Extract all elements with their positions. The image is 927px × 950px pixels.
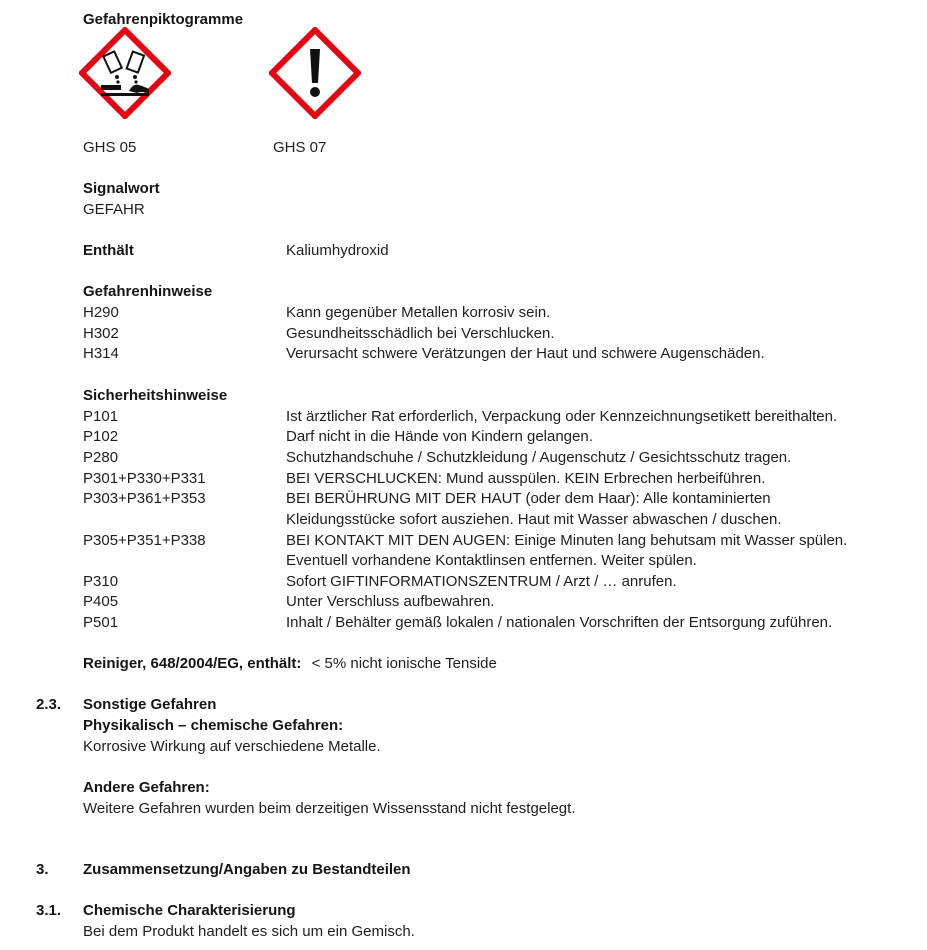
precaution-text-continued: Eventuell vorhandene Kontaktlinsen entfernen. Weiter spülen. — [286, 552, 697, 569]
pictogram-label-ghs05: GHS 05 — [83, 139, 137, 156]
exclamation-icon — [269, 27, 361, 119]
precaution-code: P305+P351+P338 — [83, 532, 206, 549]
hazard-code: H302 — [83, 325, 119, 342]
precaution-text: Darf nicht in die Hände von Kindern gelangen. — [286, 428, 593, 445]
precaution-code: P405 — [83, 593, 119, 610]
section-title: Sonstige Gefahren — [83, 696, 217, 713]
other-hazards-text: Weitere Gefahren wurden beim derzeitigen Wissensstand nicht festgelegt. — [83, 800, 576, 817]
signal-heading: Signalwort — [83, 180, 160, 197]
other-hazards-heading: Andere Gefahren: — [83, 779, 210, 796]
precaution-text: Sofort GIFTINFORMATIONSZENTRUM / Arzt / … anrufen. — [286, 573, 677, 590]
physical-hazards-text: Korrosive Wirkung auf verschiedene Metalle. — [83, 738, 381, 755]
section-title: Chemische Charakterisierung — [83, 902, 296, 919]
corrosion-icon — [79, 27, 171, 119]
hazard-text: Gesundheitsschädlich bei Verschlucken. — [286, 325, 555, 342]
hazard-code: H290 — [83, 304, 119, 321]
precaution-code: P301+P330+P331 — [83, 470, 206, 487]
physical-hazards-heading: Physikalisch – chemische Gefahren: — [83, 717, 344, 734]
hazard-heading: Gefahrenhinweise — [83, 283, 213, 300]
precaution-text: Schutzhandschuhe / Schutzkleidung / Augenschutz / Gesichtsschutz tragen. — [286, 449, 792, 466]
precaution-text: Inhalt / Behälter gemäß lokalen / nationalen Vorschriften der Entsorgung zuführen. — [286, 614, 833, 631]
section-title: Zusammensetzung/Angaben zu Bestandteilen — [83, 861, 411, 878]
section-text: Bei dem Produkt handelt es sich um ein Gemisch. — [83, 923, 415, 940]
hazard-text: Kann gegenüber Metallen korrosiv sein. — [286, 304, 551, 321]
precaution-text: BEI BERÜHRUNG MIT DER HAUT (oder dem Haar): Alle kontaminierten — [286, 490, 771, 507]
precaution-code: P501 — [83, 614, 119, 631]
precaution-heading: Sicherheitshinweise — [83, 387, 228, 404]
pictograms-heading: Gefahrenpiktogramme — [83, 11, 244, 28]
precaution-text: BEI KONTAKT MIT DEN AUGEN: Einige Minuten lang behutsam mit Wasser spülen. — [286, 532, 848, 549]
precaution-code: P102 — [83, 428, 119, 445]
precaution-code: P101 — [83, 408, 119, 425]
detergent-label: Reiniger, 648/2004/EG, enthält: — [83, 655, 302, 672]
precaution-text: Ist ärztlicher Rat erforderlich, Verpackung oder Kennzeichnungsetikett bereithalten. — [286, 408, 838, 425]
precaution-code: P303+P361+P353 — [83, 490, 206, 507]
contains-value: Kaliumhydroxid — [286, 242, 389, 259]
hazard-text: Verursacht schwere Verätzungen der Haut und schwere Augenschäden. — [286, 345, 765, 362]
section-number: 2.3. — [36, 696, 62, 713]
precaution-text-continued: Kleidungsstücke sofort ausziehen. Haut mit Wasser abwaschen / duschen. — [286, 511, 782, 528]
detergent-value: < 5% nicht ionische Tenside — [311, 655, 497, 672]
precaution-code: P280 — [83, 449, 119, 466]
section-number: 3. — [36, 861, 49, 878]
precaution-text: Unter Verschluss aufbewahren. — [286, 593, 495, 610]
contains-heading: Enthält — [83, 242, 134, 259]
signal-value: GEFAHR — [83, 201, 145, 218]
section-number: 3.1. — [36, 902, 62, 919]
precaution-code: P310 — [83, 573, 119, 590]
pictogram-label-ghs07: GHS 07 — [273, 139, 327, 156]
detergent-line — [83, 654, 497, 675]
precaution-text: BEI VERSCHLUCKEN: Mund ausspülen. KEIN Erbrechen herbeiführen. — [286, 470, 766, 487]
hazard-code: H314 — [83, 345, 119, 362]
